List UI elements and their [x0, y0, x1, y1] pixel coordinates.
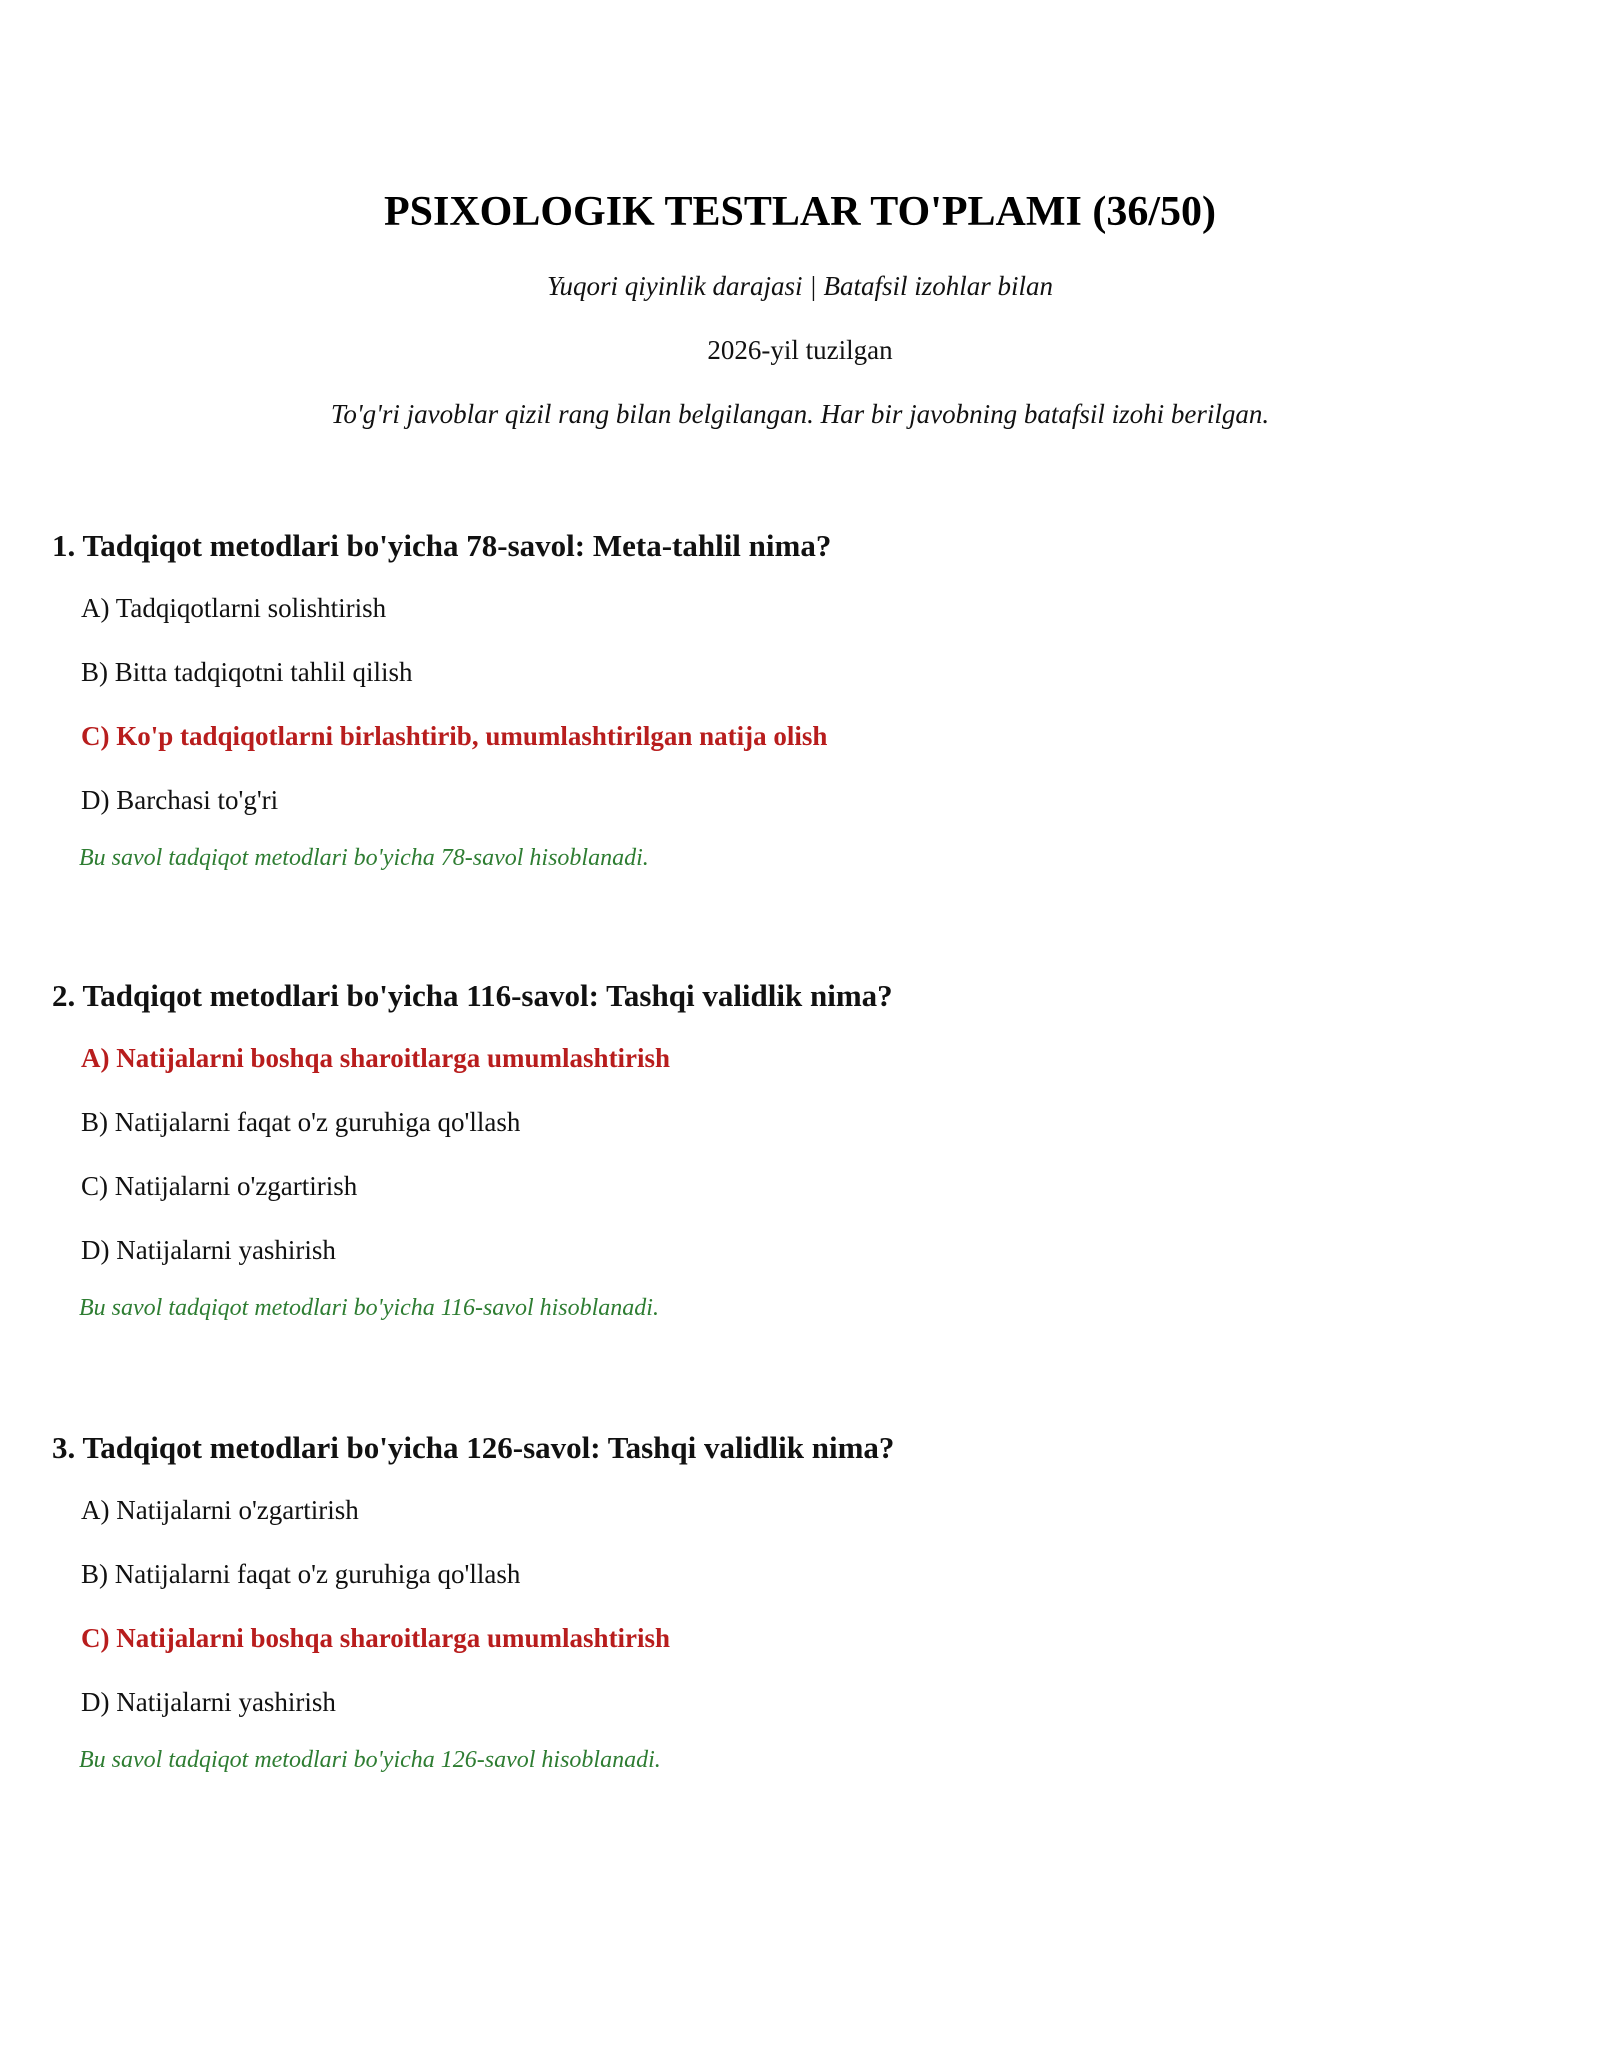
option-a: A) Tadqiqotlarni solishtirish — [81, 593, 387, 623]
option-b: B) Bitta tadqiqotni tahlil qilish — [81, 657, 413, 687]
option-c-correct: C) Ko'p tadqiqotlarni birlashtirib, umumlashtirilgan natija olish — [81, 721, 828, 751]
instructions-note: To'g'ri javoblar qizil rang bilan belgilangan. Har bir javobning batafsil izohi berilgan. — [330, 399, 1270, 429]
option-a-correct: A) Natijalarni boshqa sharoitlarga umumlashtirish — [81, 1043, 671, 1073]
compiled-year: 2026-yil tuzilgan — [707, 335, 893, 365]
option-c: C) Natijalarni o'zgartirish — [81, 1171, 358, 1201]
question-2 — [52, 976, 1552, 1324]
page-title: PSIXOLOGIK TESTLAR TO'PLAMI (36/50) — [383, 189, 1216, 235]
option-d: D) Natijalarni yashirish — [81, 1687, 336, 1717]
question-text: 2. Tadqiqot metodlari bo'yicha 116-savol: Tashqi validlik nima? — [52, 978, 893, 1013]
page-subtitle: Yuqori qiyinlik darajasi | Batafsil izohlar bilan — [547, 271, 1053, 301]
question-3 — [52, 1428, 1552, 1776]
question-text: 3. Tadqiqot metodlari bo'yicha 126-savol: Tashqi validlik nima? — [52, 1430, 895, 1465]
explanation-note: Bu savol tadqiqot metodlari bo'yicha 78-savol hisoblanadi. — [79, 845, 649, 871]
option-b: B) Natijalarni faqat o'z guruhiga qo'llash — [81, 1559, 521, 1589]
explanation-note: Bu savol tadqiqot metodlari bo'yicha 116-savol hisoblanadi. — [79, 1295, 659, 1321]
question-1 — [52, 526, 1552, 874]
option-b: B) Natijalarni faqat o'z guruhiga qo'llash — [81, 1107, 521, 1137]
option-d: D) Barchasi to'g'ri — [81, 785, 279, 815]
option-a: A) Natijalarni o'zgartirish — [81, 1495, 359, 1525]
option-d: D) Natijalarni yashirish — [81, 1235, 336, 1265]
option-c-correct: C) Natijalarni boshqa sharoitlarga umumlashtirish — [81, 1623, 671, 1653]
question-text: 1. Tadqiqot metodlari bo'yicha 78-savol: Meta-tahlil nima? — [52, 528, 832, 563]
explanation-note: Bu savol tadqiqot metodlari bo'yicha 126-savol hisoblanadi. — [79, 1747, 661, 1773]
